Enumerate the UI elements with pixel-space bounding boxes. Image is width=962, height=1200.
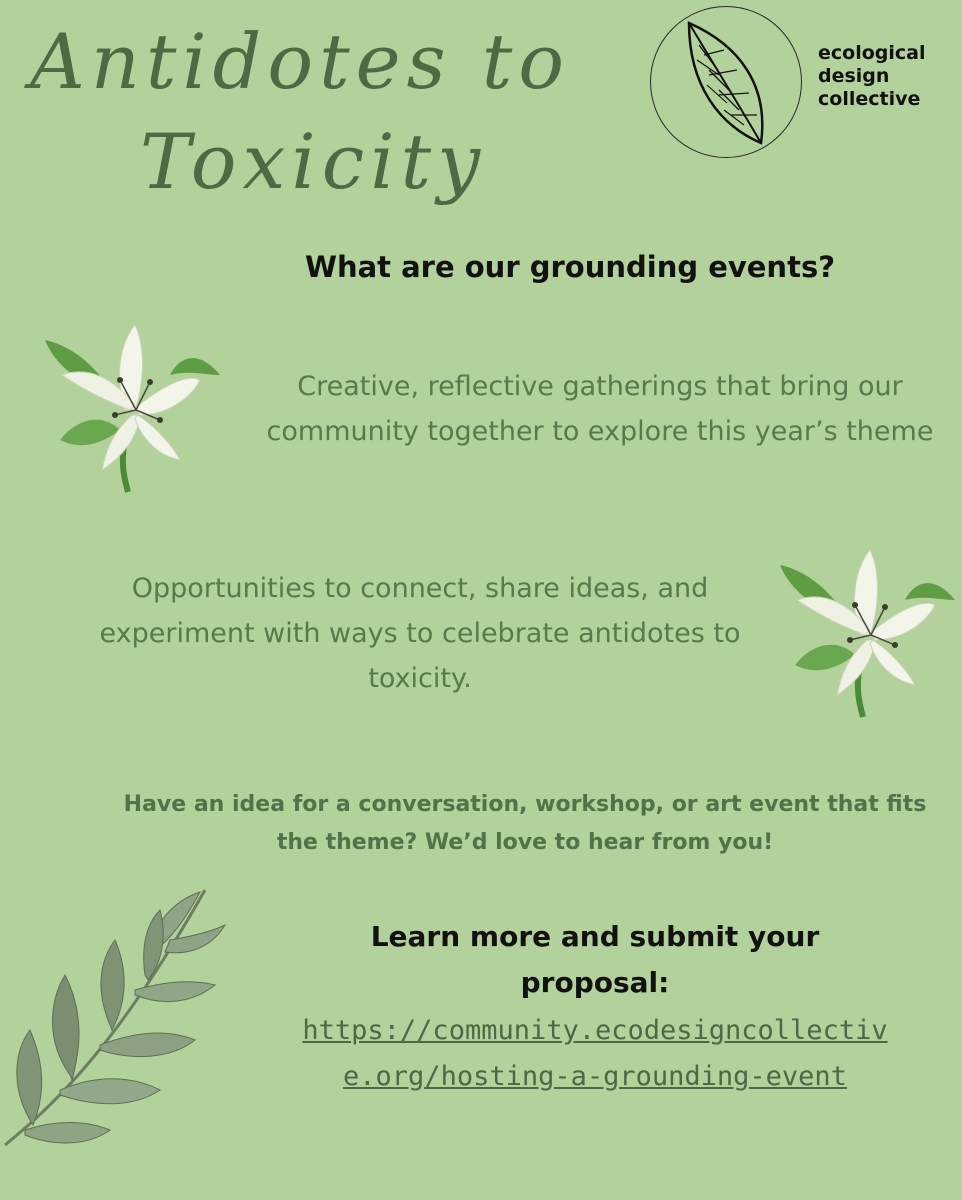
logo-text-line-3: collective xyxy=(818,88,921,110)
leaf-branch-icon xyxy=(0,880,230,1155)
leaf-icon xyxy=(679,15,774,150)
logo-text-line-2: design xyxy=(818,65,890,87)
logo-text-line-1: ecological xyxy=(818,42,926,64)
poster-title xyxy=(30,12,630,212)
paragraph-gatherings: Creative, reflective gatherings that bring our community together to explore this year’s theme xyxy=(266,371,934,447)
paragraph-opportunities: Opportunities to connect, share ideas, and experiment with ways to celebrate antidotes to toxicity. xyxy=(99,573,741,694)
lily-flower-icon xyxy=(775,545,960,720)
title-line-2: Toxicity xyxy=(140,117,487,206)
lily-flower-icon xyxy=(40,320,225,495)
submit-proposal-heading: Learn more and submit your proposal: xyxy=(370,920,820,999)
logo-text xyxy=(818,42,925,111)
title-line-1: Antidotes to xyxy=(30,17,571,106)
proposal-link[interactable]: https://community.ecodesigncollective.org/hosting-a-grounding-event xyxy=(302,1015,888,1092)
section-heading: What are our grounding events? xyxy=(304,250,836,284)
paragraph-call-to-action: Have an idea for a conversation, workshop, or art event that fits the theme? We’d love to hear from you! xyxy=(123,792,927,855)
logo-circle xyxy=(650,6,802,158)
